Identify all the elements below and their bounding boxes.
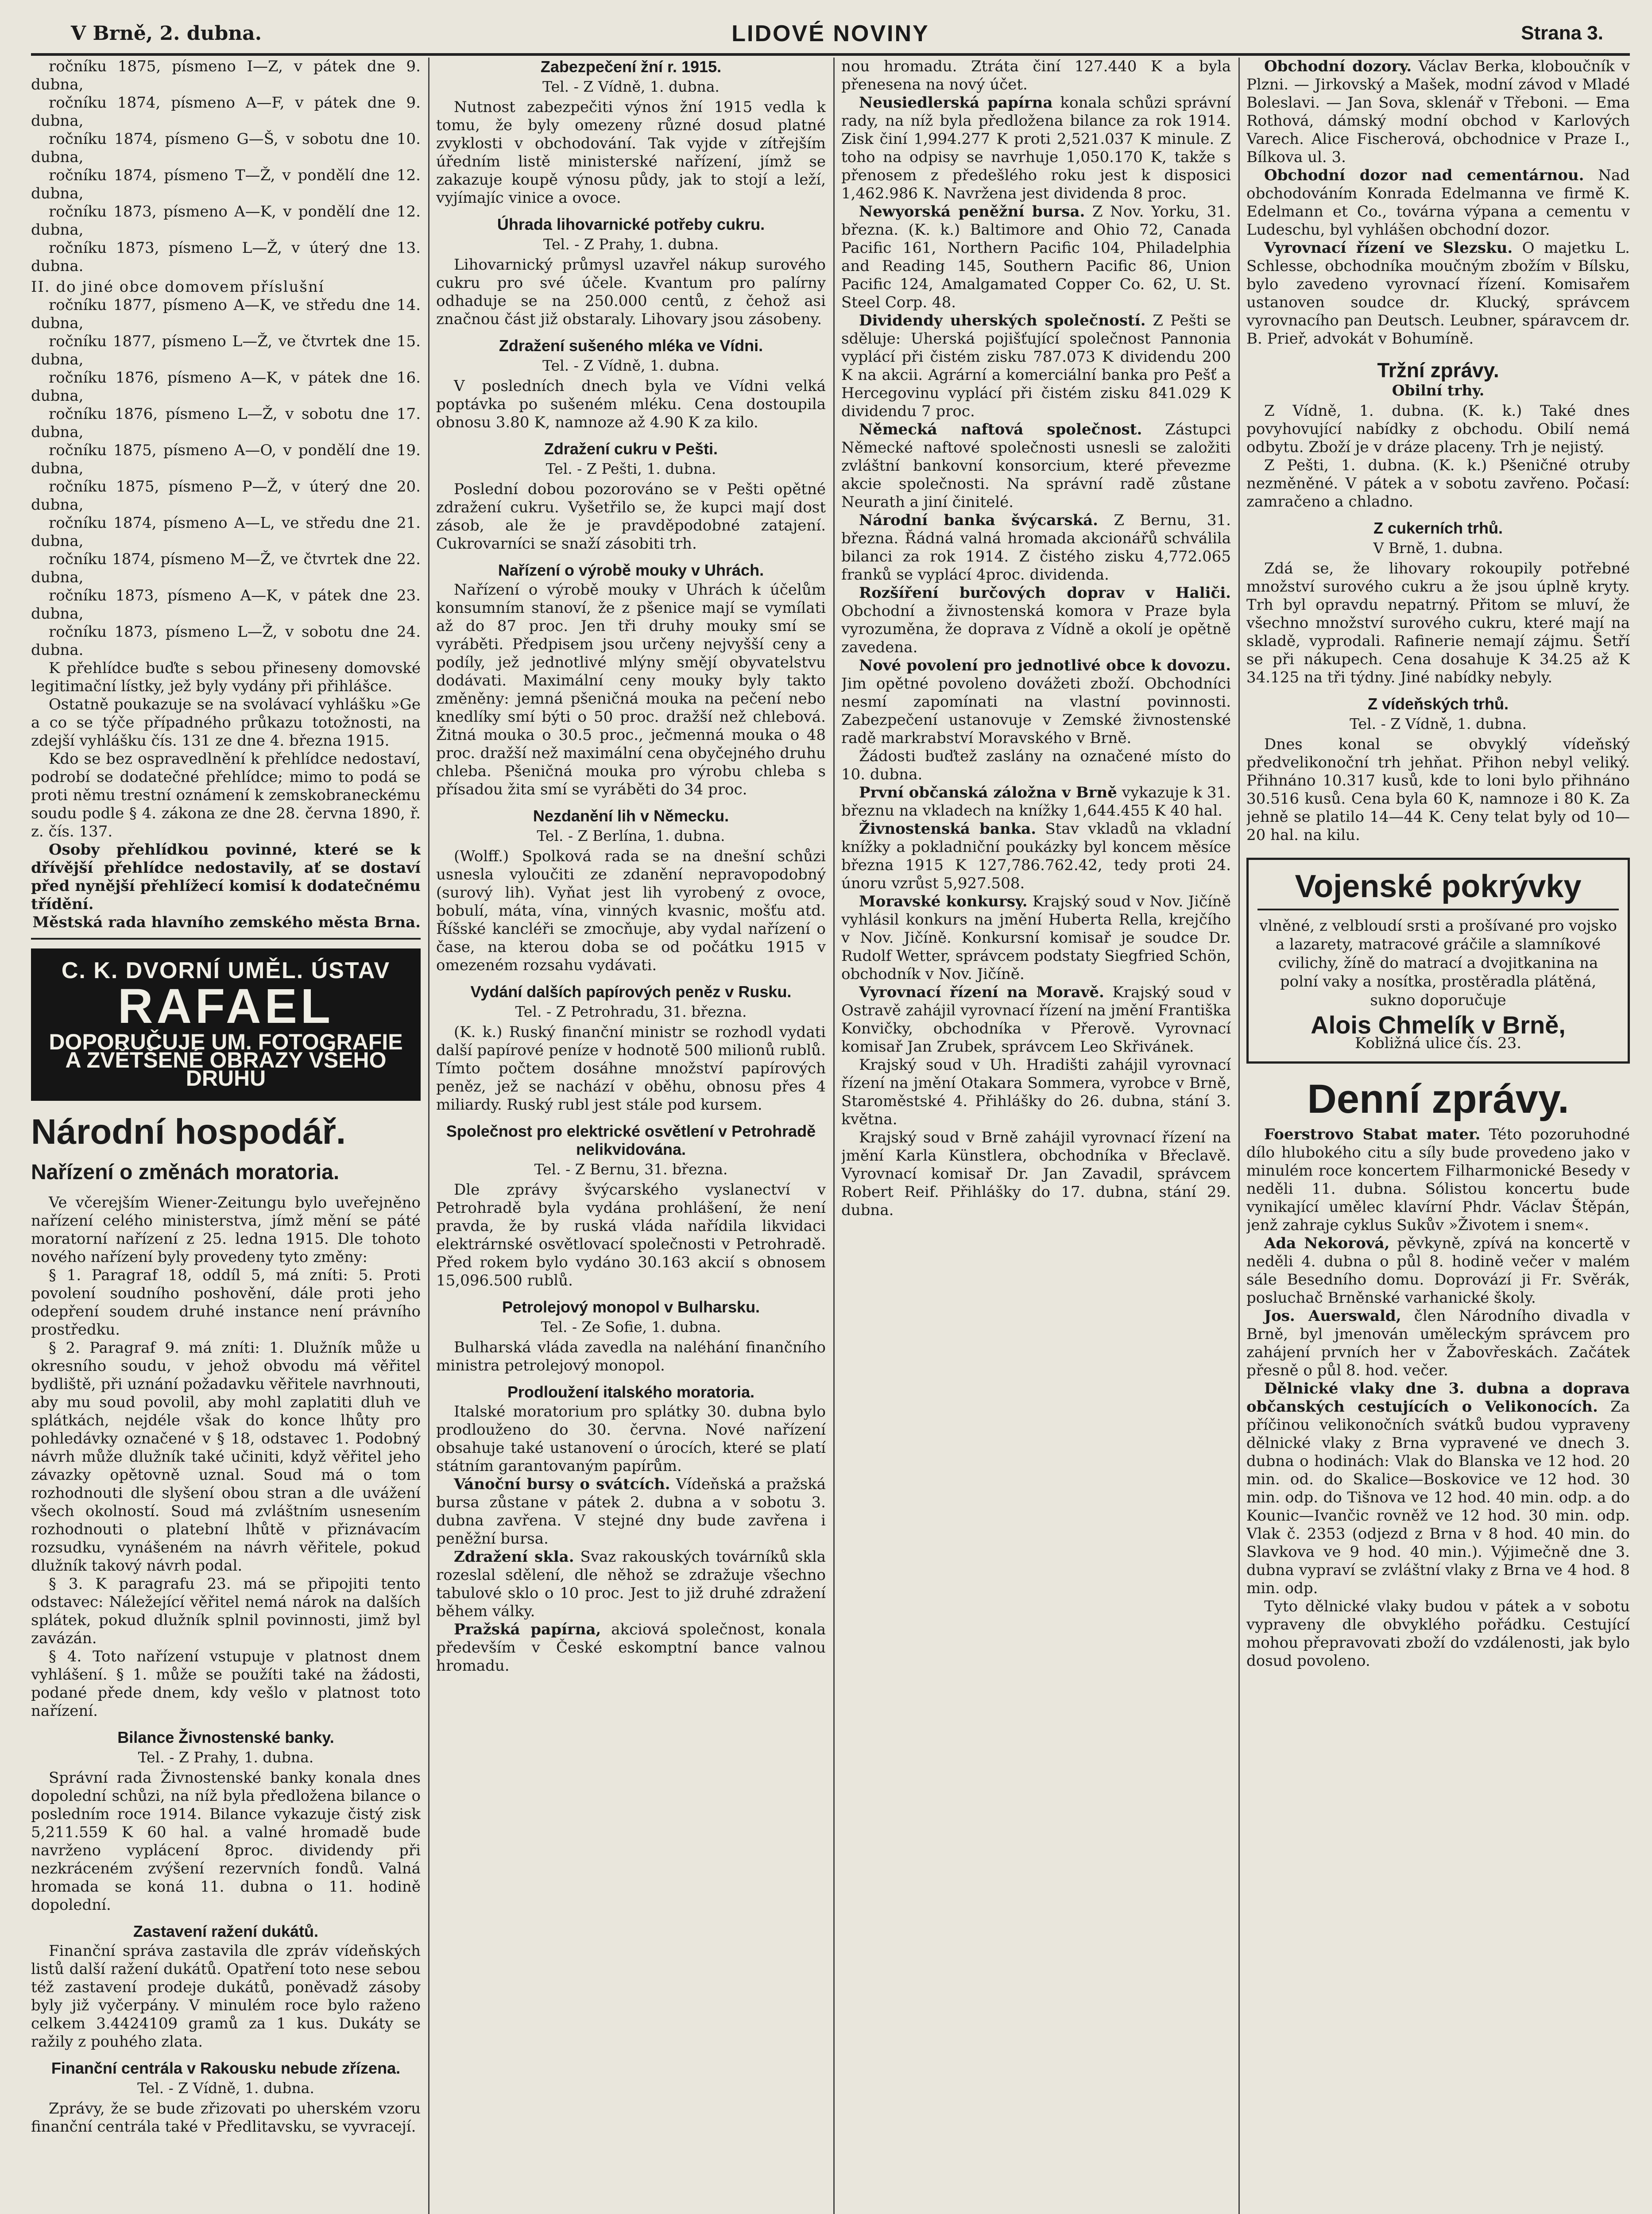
paragraph: (Wolff.) Spolková rada se na dnešní schůzi usnesla vyloučiti ze zdanění nepravopodobný (surový lih). Vyňat jest lih vyrobený z ovoce, bobulí, máta, vína, vinných kvasnic, mošťu atd. Říšské kancléři se zmocňuje, aby vydal nařízení o čase, na kterou doba se od počátku 1915 v omezeném rozsahu vydávati. (436, 848, 826, 974)
paragraph (841, 820, 1231, 893)
inline-text: Zástupci Německé naftové společnosti usnesli se založiti zvláštní bankovní konsorcium, které převezme akcie společnosti. Na správní radě zůstane Neurath a jiní činitelé. (841, 421, 1231, 511)
inline-heading: Moravské konkursy. (859, 893, 1028, 910)
page-number: Strana 3. (1521, 22, 1603, 44)
dateline: Tel. - Z Bernu, 31. března. (534, 1161, 728, 1178)
article-title: Zdražení cukru v Pešti. (544, 440, 718, 458)
paragraph (436, 1548, 826, 1621)
paragraph: (K. k.) Ruský finanční ministr se rozhodl vydati další papírové peníze v hodnotě 500 milionů rublů. Tímto počtem dosáhne množství papírových peněz, jež se nachází v oběhu, obnosu přes 4 miliardy. Ruský rubl jest stále pod kursem. (436, 1023, 826, 1114)
dateline: Tel. - Z Prahy, 1. dubna. (138, 1749, 314, 1766)
article-title: Prodloužení italského moratoria. (507, 1383, 755, 1401)
dateline: Tel. - Z Petrohradu, 31. března. (515, 1003, 747, 1020)
paragraph: § 3. K paragrafu 23. má se připojiti tento odstavec: Náležející věřitel nemá nárok na dalších splátek, pokud dlužník splnil povinnosti, jimž byl zavázán. (31, 1575, 421, 1647)
list-item: ročníku 1876, písmeno A—K, v pátek dne 16. dubna, (31, 369, 421, 405)
paragraph: Nařízení o výrobě mouky v Uhrách k účelům konsumním stanoví, že z pšenice mají se vymílati až do 87 proc. Jen tři druhy mouky smí se vyráběti. Předpisem jsou určeny nejvyšší ceny a podíly, jež jednotlivé mlýny smějí obyvatelstvu dodávati. Maximální ceny mouky byly takto změněny: jemná pšeničná mouka na pečení nebo knedlíky smí býti o 50 proc. dražší než chlebová. Žitná mouka o 30.5 proc., ječmenná mouka o 48 proc. dražší než maximální cena obyčejného druhu chleba. Pšeničná mouka pro výrobu chleba s přísadou žita smí se vyráběti do 34 proc. (436, 581, 826, 798)
paragraph (1246, 1380, 1630, 1598)
list-item: ročníku 1873, písmeno A—K, v pátek dne 23. dubna, (31, 587, 421, 623)
paragraph (841, 584, 1231, 657)
dateline: Tel. - Z Berlína, 1. dubna. (537, 827, 725, 844)
paragraph: § 1. Paragraf 18, oddíl 5, má zníti: 5. Proti povolení soudního poshovění, dále proti jeho odepření soudem druhé instance není právního prostředku. (31, 1266, 421, 1339)
signature: Městská rada hlavního zemského města Brna. (32, 913, 421, 931)
list-item: ročníku 1877, písmeno L—Ž, ve čtvrtek dne 15. dubna, (31, 333, 421, 368)
ad-title: Vojenské pokrývky (1257, 869, 1619, 910)
inline-heading: Obchodní dozor nad cementárnou. (1264, 166, 1584, 184)
masthead (31, 18, 1630, 56)
columns (31, 58, 1630, 2214)
inline-heading: Pražská papírna, (454, 1621, 601, 1638)
inline-text: vykazuje k 31. březnu na vkladech na knížky 1,644.455 K 40 hal. (841, 784, 1231, 820)
ad-body: vlněné, z velbloudí srsti a prošívané pro vojsko a lazarety, matracové gráčile a slamníkové cvilichy, žíně do matrací a dvojitkanina na polní vaky a nosítka, prostěradla plátěná, sukno doporučuje (1259, 917, 1617, 1009)
paragraph: Dle zprávy švýcarského vyslanectví v Petrohradě byla vydána prohlášení, že není pravda, že by ruská vláda nařídila likvidaci elektrárnské osvětlovací společnosti v Petrohradě. Před rokem bylo vydáno 30.163 akcií s obnosem 15,096.500 rublů. (436, 1181, 826, 1289)
inline-text: Z Bernu, 31. března. Řádná valná hromada akcionářů schválila bilanci za rok 1914. Z čistého zisku 4,772.065 franků se vyplácí 4proc. dividenda. (841, 511, 1231, 584)
inline-heading: Jos. Auerswald, (1264, 1307, 1401, 1325)
column-divider (1238, 58, 1240, 2214)
article-title: Finanční centrála v Rakousku nebude zřízena. (51, 2059, 401, 2077)
paragraph: K přehlídce buďte s sebou přineseny domovské legitimační lístky, jež byly vydány při přihlášce. (31, 659, 421, 695)
ad-address: Kobližná ulice čís. 23. (1354, 1034, 1522, 1052)
inline-heading: Vánoční bursy o svátcích. (454, 1475, 670, 1493)
inline-text: akciová společnost, konala především v České eskomptní bance valnou hromadu. (436, 1621, 826, 1675)
column-divider (833, 58, 835, 2214)
inline-heading: Zdražení skla. (454, 1548, 574, 1566)
inline-heading: Dělnické vlaky dne 3. dubna a doprava občanských cestujících o Velikonocích. (1246, 1380, 1630, 1416)
paragraph (1246, 58, 1630, 166)
list-item: ročníku 1873, písmeno L—Ž, v úterý dne 13. dubna. (31, 239, 421, 275)
paragraph (1246, 239, 1630, 348)
list-item: ročníku 1874, písmeno T—Ž, v pondělí dne 12. dubna, (31, 166, 421, 202)
inline-text: Jim opětné povoleno dovážeti zboží. Obchodníci nesmí zapomínati na vlastní povinnosti. Zabezpečení ustanovuje v Zemské živnostenské radě markrabství Moravského v Brně. (841, 675, 1231, 747)
dateline: V Brně, 1. dubna. (1373, 539, 1503, 557)
inline-heading: Foerstrovo Stabat mater. (1264, 1126, 1481, 1143)
paragraph: Ostatně poukazuje se na svolávací vyhlášku »Ge a co se týče případného průkazu totožnosti, na zdejší vyhlášku čís. 131 ze dne 4. března 1915. (31, 696, 421, 750)
inline-heading: Nové povolení pro jednotlivé obce k dovozu. (859, 657, 1231, 674)
blankets-advertisement (1246, 858, 1630, 1064)
paragraph (841, 893, 1231, 983)
inline-text: Krajský soud v Nov. Jičíně vyhlásil konkurs na jmění Huberta Rella, krejčího v Nov. Jičíně. Konkursní komisař je soudce Dr. Rudolf Wetter, správcem podstaty Siegfried Schön, obchodník v Nov. Jičíně. (841, 893, 1231, 983)
paragraph: Zprávy, že se bude zřizovati po uherském vzoru finanční centrála také v Předlitavsku, se vyvracejí. (31, 2100, 421, 2136)
paragraph (1246, 166, 1630, 239)
paragraph: Tyto dělnické vlaky budou v pátek a v sobotu vypraveny dle obvyklého pořádku. Cestující mohou přepravovati zboží do vzdálenosti, jak bylo dosud povoleno. (1246, 1598, 1630, 1670)
inline-text: Vídeňská a pražská bursa zůstane v pátek 2. dubna a v sobotu 3. dubna zavřena. V stejné dny bude zavřena i peněžní bursa. (436, 1475, 826, 1548)
list-item: ročníku 1875, písmeno P—Ž, v úterý dne 20. dubna, (31, 478, 421, 514)
ad-line: C. K. DVORNÍ UMĚL. ÚSTAV (61, 958, 391, 983)
inline-text: Svaz rakouských továrníků skla rozeslal sdělení, dle něhož se zdražuje všechno tabulové sklo o 10 proc. Jest to již druhé zdražení během války. (436, 1548, 826, 1620)
article-title: Z cukerních trhů. (1373, 519, 1503, 537)
article-title: Úhrada lihovarnické potřeby cukru. (497, 215, 765, 233)
dateline: Tel. - Z Vídně, 1. dubna. (137, 2079, 314, 2097)
list-item: ročníku 1877, písmeno A—K, ve středu dne 14. dubna, (31, 296, 421, 332)
section-heading: II. do jiné obce domovem příslušní (31, 278, 325, 296)
inline-text: O majetku L. Schlesse, obchodníka moučným zbožím v Bílsku, bylo zavedeno vyrovnací řízení. Komisařem ustanoven soudce dr. Klucký, správcem vyrovnacího pan Deutsch. Leubner, spáravcem dr. B. Prieř, advokát v Bohumíně. (1246, 239, 1630, 348)
paragraph (841, 94, 1231, 203)
inline-text: konala schůzi správní rady, na níž byla předložena bilance za rok 1914. Zisk činí 1,994.277 K proti 2,521.037 K minule. Z toho na odpisy se navrhuje 1,050.170 K, takže s přenosem z předešlého roku jest k disposici 1,462.986 K. Navržena jest dividenda 8 proc. (841, 94, 1231, 202)
article-title: Vydání dalších papírových peněz v Rusku. (470, 983, 792, 1001)
section-title: Tržní zprávy. (1377, 359, 1499, 382)
paragraph: Osoby přehlídkou povinné, které se k dřívější přehlídce nedostavily, ať se dostaví před nynější přehlížecí komisí k dodatečnému třídění. (31, 841, 421, 913)
dateline: Tel. - Ze Sofie, 1. dubna. (541, 1318, 721, 1335)
article-title: Nařízení o změnách moratoria. (31, 1161, 340, 1184)
inline-text: člen Národního divadla v Brně, byl jmenován uměleckým správcem pro zahájení prvních her v Žabovřeskách. Začátek přesně o půl 8. hod. večer. (1246, 1307, 1630, 1379)
section-title: Denní zprávy. (1307, 1076, 1569, 1122)
paragraph: § 2. Paragraf 9. má zníti: 1. Dlužník může u okresního soudu, v jehož obvodu má věřitel bydliště, při uznání požadavku věřitele navrhnouti, aby mu soud povolil, aby mohl zaplatiti dluh ve splátkách, nejdéle však do konce lhůty pro pohledávky označené v § 18, odstavec 1. Podobný návrh může dlužník také učiniti, když věřitel jeho závazky opětovně uznal. Soud má o tom rozhodnouti dle slyšení obou stran a dle uvážení všech okolností. Soud má zvláštním usnesením rozhodnouti o platební lhůtě v přiznávacím rozsudku, vynášeném na návrh věřitele, pokud dlužník takový návrh podal. (31, 1339, 421, 1575)
dateline: Tel. - Z Prahy, 1. dubna. (543, 236, 719, 253)
paragraph (841, 511, 1231, 584)
inline-text: Václav Berka, kloboučník v Plzni. — Jirkovský a Mašek, modní závod v Mladé Boleslavi. — Jan Sova, sklenář v Třeboni. — Ema Rothová, dámský modní obchod v Karlových Varech. Alice Fischerová, obchodnice v Praze I., Bílkova ul. 3. (1246, 58, 1630, 166)
list-item: ročníku 1874, písmeno G—Š, v sobotu dne 10. dubna, (31, 130, 421, 166)
paragraph: V posledních dnech byla ve Vídni velká poptávka po sušeném mléku. Cena dostoupila obnosu 3.80 K, namnoze až 4.90 K za kilo. (436, 377, 826, 431)
paragraph: Bulharská vláda zavedla na naléhání finančního ministra petrolejový monopol. (436, 1339, 826, 1374)
column-2 (436, 58, 826, 2214)
paragraph (841, 203, 1231, 312)
paragraph: Italské moratorium pro splátky 30. dubna bylo prodlouženo do 30. června. Nové nařízení obsahuje také ustanovení o úrocích, které se platí státním garantovaným papírům. (436, 1403, 826, 1475)
paragraph (841, 421, 1231, 511)
list-item: ročníku 1876, písmeno L—Ž, v sobotu dne 17. dubna, (31, 405, 421, 441)
ad-line: A ZVĚTŠENÉ OBRAZY VŠEHO DRUHU (65, 1048, 387, 1091)
inline-text: Nad obchodováním Konrada Edelmanna ve firmě K. Edelmann et Co., továrna výpana a cementu v Ludeschu, byl vyhlášen obchodní dozor. (1246, 166, 1630, 239)
paragraph: Z Pešti, 1. dubna. (K. k.) Pšeničné otruby nezměněné. V pátek a v sobotu zavřeno. Počasí: zamračeno a chladno. (1246, 457, 1630, 511)
article-title: Nařízení o výrobě mouky v Uhrách. (498, 561, 764, 579)
inline-text: Obchodní a živnostenská komora v Praze byla vyrozuměna, že doprava z Vídně a okolí je opětně zavedena. (841, 602, 1231, 656)
divider (31, 938, 421, 940)
paragraph (841, 312, 1231, 421)
article-title: Zdražení sušeného mléka ve Vídni. (499, 337, 763, 355)
column-4 (1246, 58, 1630, 2214)
section-title: Národní hospodář. (31, 1112, 346, 1151)
list-item: ročníku 1875, písmeno A—O, v pondělí dne 19. dubna, (31, 441, 421, 477)
inline-text: pěvkyně, zpívá na koncertě v neděli 4. dubna o půl 8. hodině večer v malém sále Besedního domu. Doprovází ji Fr. Svěrák, posluchač Brněnské varhanické školy. (1246, 1235, 1630, 1307)
paragraph: Nutnost zabezpečiti výnos žní 1915 vedla k tomu, že byly omezeny různé dosud platné zvyklosti v obchodování. Tak vyjde v zítřejším úředním listě ministerské nařízení, jímž se zakazuje koupě výnosu půdy, jak to stojí a leží, vyjímajíc vinice a ovoce. (436, 98, 826, 207)
inline-heading: Národní banka švýcarská. (859, 511, 1099, 529)
paragraph: Krajský soud v Brně zahájil vyrovnací řízení na jmění Karla Künstlera, obchodníka v Břeclavě. Vyrovnací komisař Dr. Jan Zavadil, správcem Robert Reif. Přihlášky do 17. dubna, stání 29. dubna. (841, 1129, 1231, 1219)
article-title: Zastavení ražení dukátů. (133, 1922, 319, 1940)
paragraph (841, 784, 1231, 820)
dateline: Tel. - Z Vídně, 1. dubna. (1350, 715, 1527, 732)
dateline: Tel. - Z Pešti, 1. dubna. (546, 460, 716, 477)
inline-heading: Vyrovnací řízení na Moravě. (859, 983, 1104, 1001)
newspaper-title: LIDOVÉ NOVINY (731, 21, 929, 46)
paragraph: Krajský soud v Uh. Hradišti zahájil vyrovnací řízení na jmění Otakara Sommera, vyrobce v Brně, Staroměstské 4. Přihlášky do 26. dubna, stání 3. května. (841, 1056, 1231, 1128)
list-item: ročníku 1875, písmeno I—Z, v pátek dne 9. dubna, (31, 58, 421, 93)
paragraph (1246, 1126, 1630, 1235)
column-3 (841, 58, 1231, 2214)
paragraph: Lihovarnický průmysl uzavřel nákup surového cukru pro své účele. Kvantum pro palírny odhaduje se na 250.000 centů, z čehož asi značnou část již obstaraly. Lihovary jsou zásobeny. (436, 256, 826, 328)
inline-text: Z Nov. Yorku, 31. března. (K. k.) Baltimore and Ohio 72, Canada Pacific 161, Northern Pacific 104, Philadelphia and Reading 145, Southern Pacific 86, Union Pacific 124, Amalgamated Copper Co. 62, U. St. Steel Corp. 48. (841, 203, 1231, 311)
article-title: Společnost pro elektrické osvětlení v Petrohradě nelikvidována. (446, 1122, 816, 1158)
inline-heading: Vyrovnací řízení ve Slezsku. (1264, 239, 1513, 257)
article-title: Petrolejový monopol v Bulharsku. (502, 1298, 760, 1316)
inline-heading: Obchodní dozory. (1264, 58, 1412, 75)
paragraph (436, 1475, 826, 1548)
list-item: ročníku 1874, písmeno M—Ž, ve čtvrtek dne 22. dubna, (31, 550, 421, 586)
paragraph: § 4. Toto nařízení vstupuje v platnost dnem vyhlášení. § 1. může se použíti také na žádosti, podané přede dnem, kdy vešlo v platnost toto nařízení. (31, 1648, 421, 1720)
paragraph (1246, 1235, 1630, 1307)
inline-text: Krajský soud v Ostravě zahájil vyrovnací řízení na jmění Františka Konvičky, obchodníka v Přerově. Vyrovnací komisař Jan Zrubek, správcem Leo Skřivánek. (841, 983, 1231, 1056)
inline-text: Za příčinou velikonočních svátků budou vypraveny dělnické vlaky z Brna vypravené ve dnech 3. dubna o hodinách: Vlak do Blanska ve 12 hod. 20 min. od. do Skalice—Boskovice ve 12 hod. 30 min. odp. do Tišnova ve 12 hod. 40 min. odp. a do Kounic—Ivančic rovněž ve 12 hod. 30 min. odp. Vlak č. 2353 (odjezd z Brna v 8 hod. 40 min. do Slavkova ve 9 hod. 40 min.). Výjimečně dne 3. dubna vypraví se zvláštní vlaky z Brna ve 4 hod. 8 min. odp. (1246, 1398, 1630, 1597)
article-title: Z vídeňských trhů. (1367, 695, 1509, 713)
paragraph: Ve včerejším Wiener-Zeitungu bylo uveřejněno nařízení celého ministerstva, jímž mění se páté moratorní nařízení z 25. ledna 1915. Dle tohoto nového nařízení byly provedeny tyto změny: (31, 1194, 421, 1266)
ad-brand: RAFAEL (118, 979, 334, 1033)
paragraph: Z Vídně, 1. dubna. (K. k.) Také dnes povyhovující nabídky z obchodu. Obilí nemá odbytu. Zboží je v dráze placeny. Trh je nejistý. (1246, 402, 1630, 456)
article-title: Zabezpečení žní r. 1915. (540, 58, 722, 76)
paragraph (1246, 1307, 1630, 1380)
list-item: ročníku 1873, písmeno A—K, v pondělí dne 12. dubna, (31, 203, 421, 239)
paragraph: Finanční správa zastavila dle zpráv vídeňských listů další ražení dukátů. Opatření toto nese sebou též zastavení prodeje dukátů, poněvadž zásoby byly již vyčerpány. V minulém roce bylo raženo celkem 3.4424109 gramů za 1 kus. Dukáty se ražily z pouhého zlata. (31, 1942, 421, 2051)
ad-firm: Alois Chmelík v Brně, (1311, 1011, 1566, 1039)
dateline: Tel. - Z Vídně, 1. dubna. (542, 357, 720, 374)
paragraph: Správní rada Živnostenské banky konala dnes dopolední schůzi, na níž byla předložena bilance o posledním roce 1914. Bilance vykazuje čistý zisk 5,211.559 K 60 hal. a valné hromadě bude navrženo vyplácení 8proc. dividendy při nezkráceném zvýšení rezervních fondů. Valná hromada se koná 11. dubna o 11. hodině dopolední. (31, 1769, 421, 1914)
inline-heading: Neusiedlerská papírna (859, 94, 1053, 112)
article-title: Nezdanění lih v Německu. (533, 807, 729, 825)
paragraph: Poslední dobou pozorováno se v Pešti opětné zdražení cukru. Vyšetřilo se, že kupci mají dost zásob, ale že je pravděpodobné zatajení. Cukrovarníci se snaží zásobiti trh. (436, 480, 826, 553)
list-item: ročníku 1874, písmeno A—L, ve středu dne 21. dubna, (31, 514, 421, 550)
inline-heading: Rozšíření burčových doprav v Haliči. (859, 584, 1231, 602)
inline-text: Této pozoruhodné dílo hlubokého citu a síly bude provedeno jako v minulém roce koncertem Filharmonické Besedy v neděli 11. dubna. Sólistou koncertu bude vynikající umělec klavírní Phdr. Václav Štěpán, jenž zahraje cyklus Sukův »Životem i snem«. (1246, 1126, 1630, 1234)
subsection-title: Obilní trhy. (1392, 382, 1485, 399)
list-item: ročníku 1874, písmeno A—F, v pátek dne 9. dubna, (31, 94, 421, 130)
paragraph: Kdo se bez ospravedlnění k přehlídce nedostaví, podrobí se dodatečné přehlídce; mimo to podá se proti němu trestní oznámení k zemskobraneckému soudu podle § 4. zákona ze dne 28. června 1890, ř. z. čís. 137. (31, 750, 421, 840)
inline-heading: První občanská záložna v Brně (859, 784, 1117, 801)
inline-text: Stav vkladů na vkladní knížky a pokladniční poukázky byl koncem měsíce března 1915 K 127,786.762.42, tedy proti 24. únoru vzrůst 5,927.508. (841, 820, 1231, 892)
inline-heading: Newyorská peněžní bursa. (859, 203, 1085, 221)
paragraph (841, 657, 1231, 747)
paragraph (436, 1621, 826, 1675)
article-title: Bilance Živnostenské banky. (117, 1728, 334, 1746)
paragraph (841, 983, 1231, 1056)
rafael-advertisement (31, 948, 421, 1101)
paragraph: nou hromadu. Ztráta činí 127.440 K a byla přenesena na nový účet. (841, 58, 1231, 93)
column-1 (31, 58, 421, 2214)
inline-heading: Dividendy uherských společností. (859, 312, 1146, 329)
paragraph: Žádosti buďtež zaslány na označené místo do 10. dubna. (841, 747, 1231, 783)
inline-text: Z Pešti se sděluje: Uherská pojišťující společnost Pannonia vyplácí při čistém zisku 787.073 K dividendu 200 K na akcii. Agrární a komerciální banka pro Pešť a Hercegovinu vyplácí při čistém zisku 841.029 K dividendu 7 proc. (841, 312, 1231, 420)
column-divider (428, 58, 429, 2214)
inline-heading: Německá naftová společnost. (859, 421, 1142, 438)
dateline: Tel. - Z Vídně, 1. dubna. (542, 78, 720, 95)
paragraph: Zdá se, že lihovary rokoupily potřebné množství surového cukru a že jsou úplně kryty. Trh byl opravdu nepatrný. Přitom se mluví, že všechno množství surového cukru, které mají na skladě, vyprodali. Rafinerie nemají zájmu. Šetří se při nákupech. Cena dosahuje K 34.25 až K 34.125 na tři týdny. Jiné nabídky nebyly. (1246, 560, 1630, 686)
list-item: ročníku 1873, písmeno L—Ž, v sobotu dne 24. dubna. (31, 623, 421, 659)
ad-line: DOPORUČUJE UM. FOTOGRAFIE (49, 1030, 403, 1054)
inline-heading: Ada Nekorová, (1264, 1235, 1390, 1252)
inline-heading: Živnostenská banka. (859, 820, 1037, 838)
paragraph: Dnes konal se obvyklý vídeňský předvelikonoční trh jehňat. Přihon nebyl veliký. Přihnáno 10.317 kusů, kde to loni bylo přihnáno 30.516 kusů. Cena byla 60 K, namnoze i 80 K. Za jehně se platilo 14—44 K. Ceny telat byly od 10—20 hal. na kilu. (1246, 735, 1630, 844)
issue-date: V Brně, 2. dubna. (71, 22, 262, 45)
